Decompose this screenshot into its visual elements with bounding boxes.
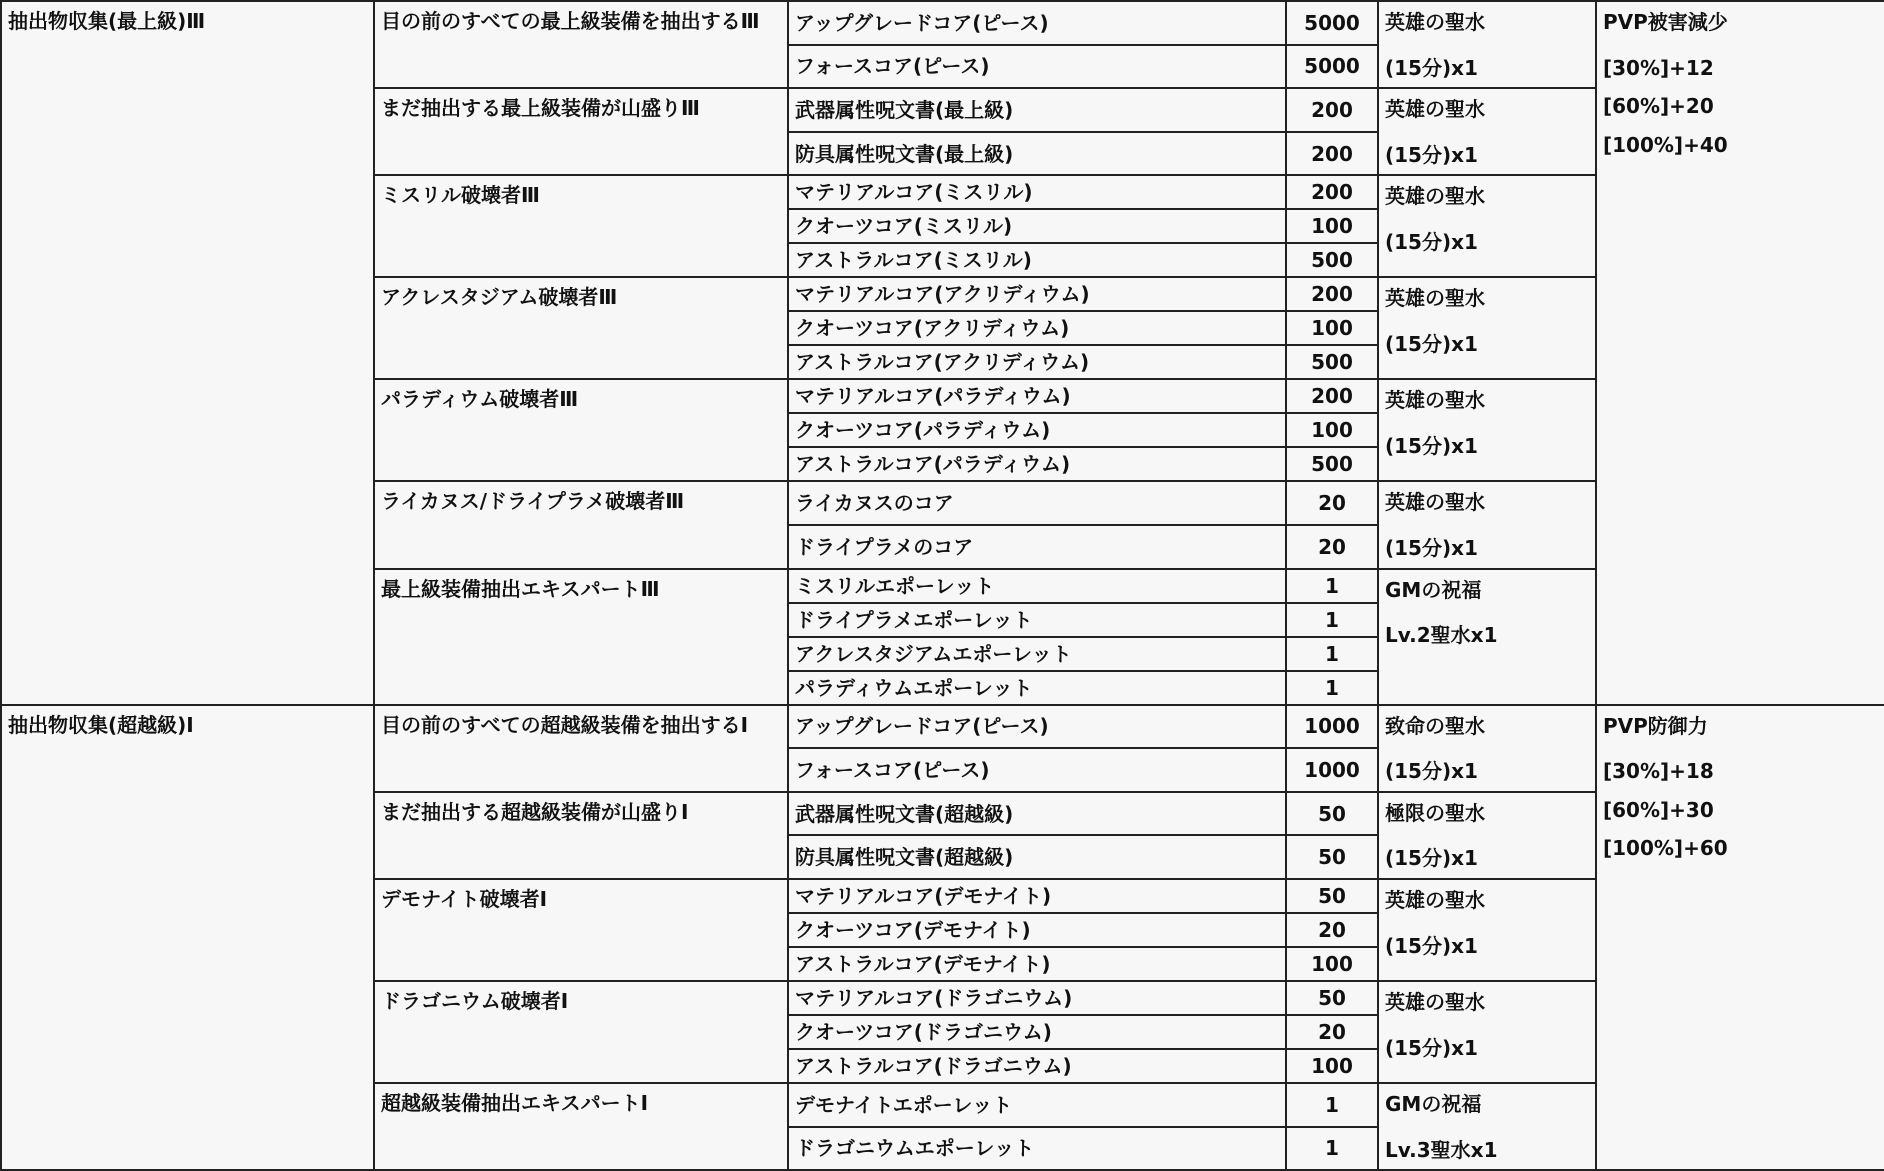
achievement-name-cell: ミスリル破壊者Ⅲ xyxy=(374,175,788,277)
achievement-name-cell: 目の前のすべての超越級装備を抽出するⅠ xyxy=(374,705,788,792)
item-count-cell: 500 xyxy=(1286,345,1378,379)
reward-line: 英雄の聖水 xyxy=(1385,97,1485,122)
item-name-cell: マテリアルコア(パラディウム) xyxy=(788,379,1286,413)
item-count-cell: 20 xyxy=(1286,1015,1378,1049)
item-count-cell: 1 xyxy=(1286,637,1378,671)
item-count-cell: 200 xyxy=(1286,379,1378,413)
reward-line: 英雄の聖水 xyxy=(1385,184,1485,209)
item-name-cell: マテリアルコア(ドラゴニウム) xyxy=(788,981,1286,1015)
table-row xyxy=(1,1,1884,45)
item-count-cell: 100 xyxy=(1286,209,1378,243)
item-name-cell: アップグレードコア(ピース) xyxy=(788,705,1286,749)
reward-line: (15分)x1 xyxy=(1385,229,1478,254)
item-count-cell: 200 xyxy=(1286,88,1378,132)
item-count-cell: 100 xyxy=(1286,311,1378,345)
reward-cell xyxy=(1378,879,1596,981)
reward-line: 英雄の聖水 xyxy=(1385,989,1485,1014)
reward-cell xyxy=(1378,277,1596,379)
achievement-name-cell: まだ抽出する最上級装備が山盛りⅢ xyxy=(374,88,788,175)
reward-line: (15分)x1 xyxy=(1385,535,1478,560)
achievement-name-cell: 最上級装備抽出エキスパートⅢ xyxy=(374,569,788,705)
item-name-cell: 武器属性呪文書(最上級) xyxy=(788,88,1286,132)
item-name-cell: ドライプラメエポーレット xyxy=(788,603,1286,637)
achievement-name-cell: パラディウム破壊者Ⅲ xyxy=(374,379,788,481)
item-name-cell: パラディウムエポーレット xyxy=(788,671,1286,705)
item-name-cell: 防具属性呪文書(最上級) xyxy=(788,132,1286,176)
reward-line: (15分)x1 xyxy=(1385,759,1478,784)
item-count-cell: 1 xyxy=(1286,671,1378,705)
reward-line: (15分)x1 xyxy=(1385,433,1478,458)
item-count-cell: 50 xyxy=(1286,835,1378,879)
item-count-cell: 20 xyxy=(1286,525,1378,569)
effect-line: PVP被害減少 xyxy=(1603,10,1728,34)
item-name-cell: フォースコア(ピース) xyxy=(788,748,1286,792)
reward-line: 英雄の聖水 xyxy=(1385,286,1485,311)
reward-cell xyxy=(1378,792,1596,879)
item-name-cell: アストラルコア(ドラゴニウム) xyxy=(788,1049,1286,1083)
item-name-cell: アストラルコア(デモナイト) xyxy=(788,947,1286,981)
item-name-cell: デモナイトエポーレット xyxy=(788,1083,1286,1127)
reward-line: (15分)x1 xyxy=(1385,142,1478,167)
item-count-cell: 500 xyxy=(1286,447,1378,481)
item-name-cell: フォースコア(ピース) xyxy=(788,45,1286,89)
item-name-cell: ドラゴニウムエポーレット xyxy=(788,1127,1286,1171)
reward-line: 英雄の聖水 xyxy=(1385,10,1485,34)
item-count-cell: 5000 xyxy=(1286,1,1378,45)
item-count-cell: 1 xyxy=(1286,603,1378,637)
item-name-cell: アップグレードコア(ピース) xyxy=(788,1,1286,45)
item-name-cell: マテリアルコア(デモナイト) xyxy=(788,879,1286,913)
item-count-cell: 1 xyxy=(1286,1083,1378,1127)
effect-line: [100%]+60 xyxy=(1603,836,1728,861)
item-count-cell: 50 xyxy=(1286,879,1378,913)
item-count-cell: 1 xyxy=(1286,1127,1378,1171)
item-count-cell: 100 xyxy=(1286,1049,1378,1083)
reward-line: 英雄の聖水 xyxy=(1385,388,1485,413)
item-count-cell: 20 xyxy=(1286,913,1378,947)
effect-line: [100%]+40 xyxy=(1603,132,1728,157)
reward-line: 極限の聖水 xyxy=(1385,800,1485,825)
item-count-cell: 100 xyxy=(1286,947,1378,981)
reward-line: Lv.2聖水x1 xyxy=(1385,623,1498,648)
reward-line: (15分)x1 xyxy=(1385,331,1478,356)
achievement-name-cell: 超越級装備抽出エキスパートⅠ xyxy=(374,1083,788,1170)
item-name-cell: クオーツコア(アクリディウム) xyxy=(788,311,1286,345)
reward-cell xyxy=(1378,481,1596,568)
item-name-cell: アクレスタジアムエポーレット xyxy=(788,637,1286,671)
item-count-cell: 200 xyxy=(1286,277,1378,311)
effect-cell xyxy=(1596,1,1884,705)
item-name-cell: アストラルコア(ミスリル) xyxy=(788,243,1286,277)
achievement-name-cell: 目の前のすべての最上級装備を抽出するⅢ xyxy=(374,1,788,88)
reward-cell xyxy=(1378,379,1596,481)
achievement-name-cell: ライカヌス/ドライプラメ破壊者Ⅲ xyxy=(374,481,788,568)
item-count-cell: 50 xyxy=(1286,792,1378,836)
reward-cell xyxy=(1378,1083,1596,1170)
reward-cell xyxy=(1378,88,1596,175)
reward-cell xyxy=(1378,981,1596,1083)
item-count-cell: 1000 xyxy=(1286,705,1378,749)
item-name-cell: クオーツコア(パラディウム) xyxy=(788,413,1286,447)
item-name-cell: ドライプラメのコア xyxy=(788,525,1286,569)
reward-line: (15分)x1 xyxy=(1385,1035,1478,1060)
reward-cell xyxy=(1378,175,1596,277)
reward-line: 英雄の聖水 xyxy=(1385,887,1485,912)
item-count-cell: 100 xyxy=(1286,413,1378,447)
achievement-name-cell: アクレスタジアム破壊者Ⅲ xyxy=(374,277,788,379)
item-name-cell: アストラルコア(アクリディウム) xyxy=(788,345,1286,379)
item-name-cell: ライカヌスのコア xyxy=(788,481,1286,525)
effect-line: [30%]+18 xyxy=(1603,759,1714,784)
item-count-cell: 20 xyxy=(1286,481,1378,525)
reward-line: (15分)x1 xyxy=(1385,55,1478,80)
achievement-name-cell: まだ抽出する超越級装備が山盛りⅠ xyxy=(374,792,788,879)
achievement-name-cell: デモナイト破壊者Ⅰ xyxy=(374,879,788,981)
item-name-cell: クオーツコア(ドラゴニウム) xyxy=(788,1015,1286,1049)
item-name-cell: ミスリルエポーレット xyxy=(788,569,1286,603)
item-count-cell: 200 xyxy=(1286,132,1378,176)
item-name-cell: アストラルコア(パラディウム) xyxy=(788,447,1286,481)
item-name-cell: 武器属性呪文書(超越級) xyxy=(788,792,1286,836)
effect-line: [60%]+20 xyxy=(1603,94,1714,119)
reward-cell xyxy=(1378,569,1596,705)
reward-line: Lv.3聖水x1 xyxy=(1385,1137,1498,1162)
item-name-cell: クオーツコア(ミスリル) xyxy=(788,209,1286,243)
reward-line: (15分)x1 xyxy=(1385,846,1478,871)
effect-line: PVP防御力 xyxy=(1603,713,1708,738)
table-row xyxy=(1,705,1884,749)
item-count-cell: 1000 xyxy=(1286,748,1378,792)
category-cell: 抽出物収集(超越級)Ⅰ xyxy=(1,705,374,1171)
effect-cell xyxy=(1596,705,1884,1171)
item-name-cell: マテリアルコア(アクリディウム) xyxy=(788,277,1286,311)
item-count-cell: 200 xyxy=(1286,175,1378,209)
item-name-cell: マテリアルコア(ミスリル) xyxy=(788,175,1286,209)
reward-line: 英雄の聖水 xyxy=(1385,490,1485,515)
reward-line: (15分)x1 xyxy=(1385,933,1478,958)
item-count-cell: 500 xyxy=(1286,243,1378,277)
reward-cell xyxy=(1378,705,1596,792)
reward-cell xyxy=(1378,1,1596,88)
reward-line: GMの祝福 xyxy=(1385,577,1482,602)
achievement-name-cell: ドラゴニウム破壊者Ⅰ xyxy=(374,981,788,1083)
item-name-cell: クオーツコア(デモナイト) xyxy=(788,913,1286,947)
item-count-cell: 5000 xyxy=(1286,45,1378,89)
item-count-cell: 50 xyxy=(1286,981,1378,1015)
effect-line: [30%]+12 xyxy=(1603,55,1714,80)
category-cell: 抽出物収集(最上級)Ⅲ xyxy=(1,1,374,705)
reward-line: GMの祝福 xyxy=(1385,1091,1482,1116)
item-name-cell: 防具属性呪文書(超越級) xyxy=(788,835,1286,879)
item-count-cell: 1 xyxy=(1286,569,1378,603)
reward-line: 致命の聖水 xyxy=(1385,713,1485,738)
effect-line: [60%]+30 xyxy=(1603,797,1714,822)
